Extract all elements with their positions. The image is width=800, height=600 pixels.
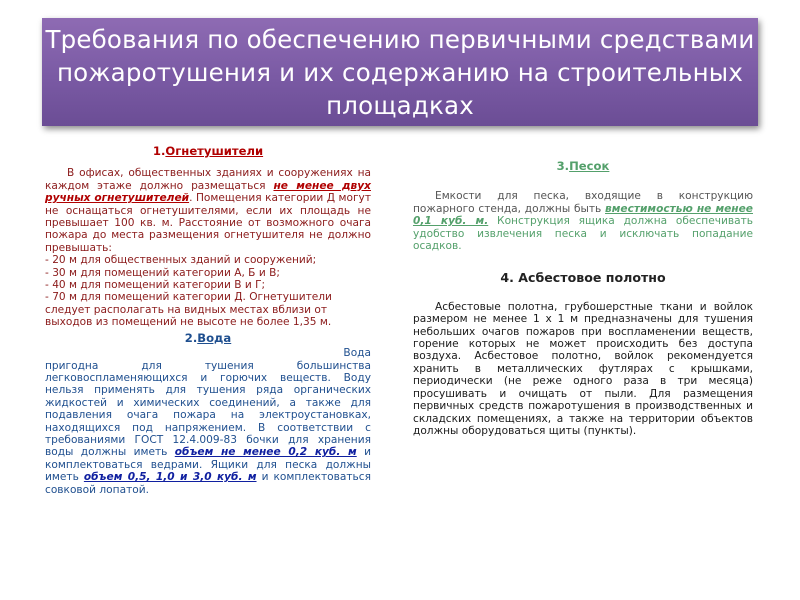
- sand-title: Песок: [569, 159, 610, 173]
- water-number: 2.: [184, 330, 198, 345]
- water-title: Вода: [197, 330, 232, 345]
- water-heading: [45, 332, 371, 344]
- extinguishers-list-item: - 30 м для помещений категории А, Б и В;: [45, 266, 280, 279]
- extinguishers-text-b: . Помещения категории Д могут не оснащаться огнетушителями, если их площадь не превышает 100 кв. м. Расстояние от возможного очага пожара до места размещения огнетушителя не должно превышать:: [45, 192, 371, 254]
- extinguishers-number: 1.: [152, 144, 166, 158]
- extinguishers-heading: [45, 145, 371, 157]
- extinguishers-text-a: В офисах, общественных зданиях и сооружениях на каждом этаже должно размещаться: [45, 167, 371, 192]
- sand-number: 3.: [556, 159, 570, 173]
- extinguishers-emphasis: не менее двух ручных огнетушителей: [45, 179, 371, 205]
- sand-text-b: Конструкция ящика должна обеспечивать удобство извлечения песка и исключать попадание осадков.: [413, 215, 754, 253]
- water-text-b: и комплектоваться ведрами. Ящики для песка должны иметь: [45, 446, 371, 484]
- title-banner: [42, 18, 758, 126]
- water-paragraph: [45, 360, 371, 496]
- left-column: [45, 145, 371, 496]
- extinguishers-list-item: - 40 м для помещений категории В и Г;: [45, 279, 266, 292]
- extinguishers-list-item: - 70 м для помещений категории Д. Огнетушители следует располагать на видных местах вблизи от выходов из помещений не высоте не более 1,35 м.: [45, 291, 332, 329]
- extinguishers-paragraph: [45, 167, 371, 254]
- extinguishers-list-item: - 20 м для общественных зданий и сооружений;: [45, 254, 317, 267]
- right-column: [413, 160, 753, 437]
- asbestos-paragraph: Асбестовые полотна, грубошерстные ткани и войлок размером не менее 1 х 1 м предназначены для тушения небольших очагов пожаров при воспламенении веществ, горение которых не может происходить без доступа воздуха. Асбестовое полотно, войлок рекомендуется хранить в металлических футлярах с крышками, периодически (не реже одного раза в три месяца) просушивать и очищать от пыли. Для размещения первичных средств пожаротушения в производственных и складских помещениях, а также на территории объектов должны оборудоваться щиты (пункты).: [413, 300, 753, 437]
- asbestos-heading: 4. Асбестовое полотно: [500, 270, 666, 286]
- water-emphasis-b: объем 0,5, 1,0 и 3,0 куб. м: [83, 471, 257, 484]
- sand-heading: [413, 160, 753, 172]
- water-text-a: пригодна для тушения большинства легковоспламеняющихся и горючих веществ. Воду нельзя применять для тушения ряда органических жидкостей и химических соединений, а также для подавления очага пожара на электроустановках, находящихся под напряжением. В соответствии с требованиями ГОСТ 12.4.009-83 бочки для хранения воды должны иметь: [45, 359, 371, 459]
- sand-paragraph: [413, 190, 753, 252]
- slide-title: Требования по обеспечению первичными средствами пожаротушения и их содержанию на строительных площадках: [45, 24, 755, 120]
- water-first-word: Вода: [343, 347, 371, 360]
- water-text-c: и комплектоваться совковой лопатой.: [45, 471, 371, 496]
- extinguishers-title: Огнетушители: [165, 144, 264, 158]
- sand-emphasis: вместимостью не менее 0,1 куб. м.: [413, 202, 753, 228]
- sand-text-a: Емкости для песка, входящие в конструкцию пожарного стенда, должны быть: [413, 190, 753, 215]
- water-emphasis-a: объем не менее 0,2 куб. м: [174, 446, 357, 459]
